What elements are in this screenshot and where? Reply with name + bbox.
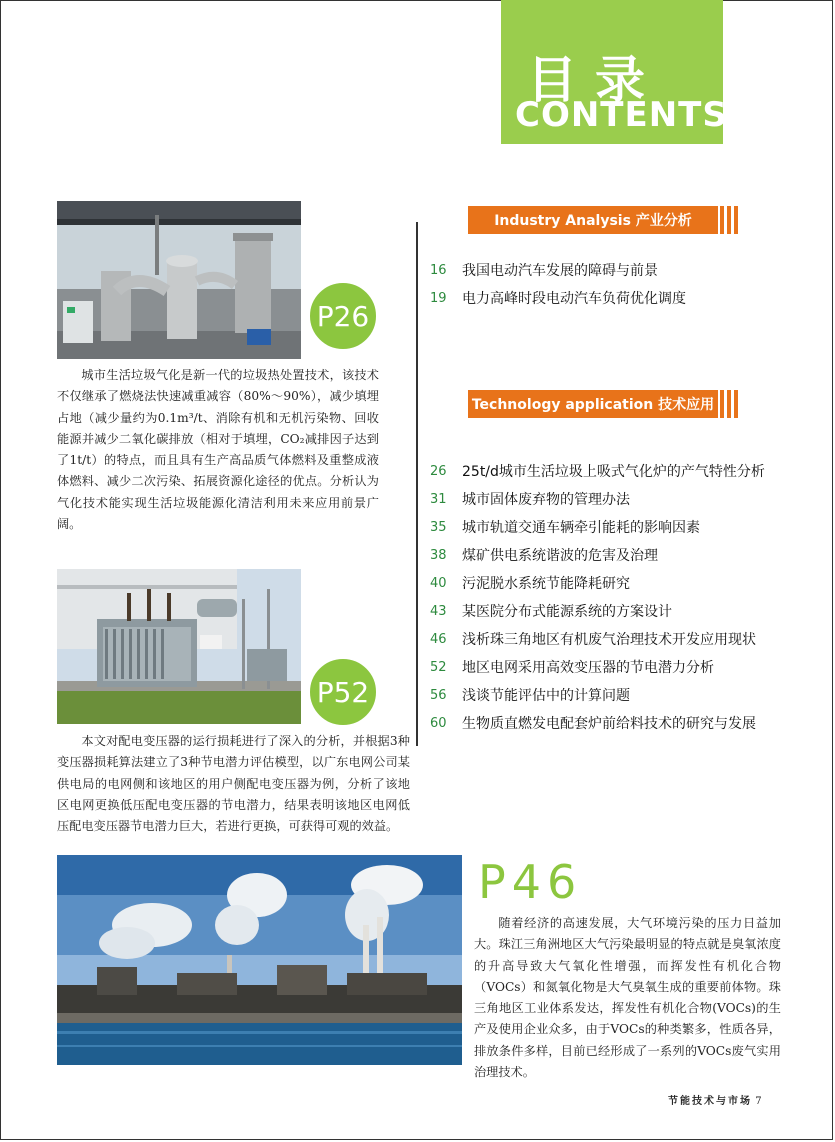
toc-title: 城市轨道交通车辆牵引能耗的影响因素 [462, 520, 700, 536]
toc-item[interactable] [430, 653, 765, 681]
page-label-p46[interactable]: P46 [478, 855, 583, 909]
toc-title: 污泥脱水系统节能降耗研究 [462, 576, 630, 592]
header-title-en: CONTENTS [515, 95, 728, 135]
page-badge-p26[interactable]: P26 [307, 280, 379, 352]
toc-page-number: 31 [430, 491, 447, 507]
summary-p52 [57, 731, 410, 837]
toc-item[interactable] [430, 485, 765, 513]
toc-item[interactable] [430, 625, 765, 653]
toc-item[interactable] [430, 569, 765, 597]
toc-title: 我国电动汽车发展的障碍与前景 [462, 263, 658, 279]
toc-page-number: 38 [430, 547, 447, 563]
page-footer [668, 1092, 762, 1107]
magazine-name: 节能技术与市场 [668, 1096, 752, 1107]
section-banner-industry [468, 206, 718, 234]
section-label: Industry Analysis 产业分析 [494, 213, 692, 229]
toc-page-number: 40 [430, 575, 447, 591]
toc-page-number: 46 [430, 631, 447, 647]
toc-item[interactable] [430, 709, 765, 737]
toc-title: 25t/d城市生活垃圾上吸式气化炉的产气特性分析 [462, 464, 765, 480]
toc-page-number: 52 [430, 659, 447, 675]
toc-item[interactable] [430, 284, 686, 312]
toc-item[interactable] [430, 256, 686, 284]
banner-stripes [720, 390, 744, 418]
toc-title: 城市固体废弃物的管理办法 [462, 492, 630, 508]
page-number: 7 [755, 1096, 762, 1107]
toc-item[interactable] [430, 681, 765, 709]
toc-page-number: 56 [430, 687, 447, 703]
summary-text: 随着经济的高速发展，大气环境污染的压力日益加大。珠江三角洲地区大气污染最明显的特点就是臭氧浓度的升高导致大气氧化性增强，而挥发性有机化合物（VOCs）和氮氧化物是大气臭氧生成的重要前体物。珠三角地区工业体系发达，挥发性有机化合物(VOCs)的生产及使用企业众多，由于VOCs的种类繁多，性质各异，排放条件多样，目前已经形成了一系列的VOCs废气实用治理技术。 [474, 916, 781, 1080]
toc-page-number: 26 [430, 463, 447, 479]
toc-title: 地区电网采用高效变压器的节电潜力分析 [462, 660, 714, 676]
gasifier-plant-photo [57, 201, 301, 359]
toc-list-technology [430, 457, 765, 737]
summary-text: 城市生活垃圾气化是新一代的垃圾热处置技术，该技术不仅继承了燃烧法快速减重减容（80%～90%），减少填埋占地（减少量约为0.1m³/t、消除有机和无机污染物、回收能源并减少二氧化碳排放（相对于填埋，CO₂减排因子达到了1t/t）的特点，而且具有生产高品质气体燃料及重整成液体燃料、减少二次污染、拓展资源化途径的优点。分析认为气化技术能实现生活垃圾能源化清洁利用未来应用前景广阔。 [57, 368, 379, 532]
summary-p46 [474, 913, 781, 1083]
summary-p26 [57, 365, 379, 535]
summary-text: 本文对配电变压器的运行损耗进行了深入的分析，并根据3种变压器损耗算法建立了3种节电潜力评估模型，以广东电网公司某供电局的电网侧和该地区的用户侧配电变压器为例，分析了该地区电网更换低压配电变压器的节电潜力，结果表明该地区电网低压配电变压器节电潜力巨大，若进行更换，可获得可观的效益。 [57, 734, 410, 834]
toc-list-industry [430, 256, 686, 312]
section-banner-technology [468, 390, 718, 418]
toc-item[interactable] [430, 541, 765, 569]
toc-item[interactable] [430, 457, 765, 485]
toc-title: 煤矿供电系统谐波的危害及治理 [462, 548, 658, 564]
industrial-smokestack-photo [57, 855, 462, 1065]
header-title-cn: 目录 [527, 51, 663, 109]
toc-page-number: 43 [430, 603, 447, 619]
toc-page-number: 19 [430, 290, 447, 306]
toc-item[interactable] [430, 513, 765, 541]
section-label: Technology application 技术应用 [471, 397, 715, 413]
contents-header [501, 0, 728, 144]
toc-title: 生物质直燃发电配套炉前给料技术的研究与发展 [462, 716, 756, 732]
page-badge-p52[interactable]: P52 [307, 656, 379, 728]
banner-stripes [720, 206, 744, 234]
toc-page-number: 35 [430, 519, 447, 535]
transformer-substation-photo [57, 569, 301, 724]
toc-page-number: 60 [430, 715, 447, 731]
toc-title: 电力高峰时段电动汽车负荷优化调度 [462, 291, 686, 307]
toc-title: 某医院分布式能源系统的方案设计 [462, 604, 672, 620]
divider-line [416, 222, 418, 746]
toc-title: 浅析珠三角地区有机废气治理技术开发应用现状 [462, 632, 756, 648]
toc-page-number: 16 [430, 262, 447, 278]
toc-title: 浅谈节能评估中的计算问题 [462, 688, 630, 704]
toc-item[interactable] [430, 597, 765, 625]
